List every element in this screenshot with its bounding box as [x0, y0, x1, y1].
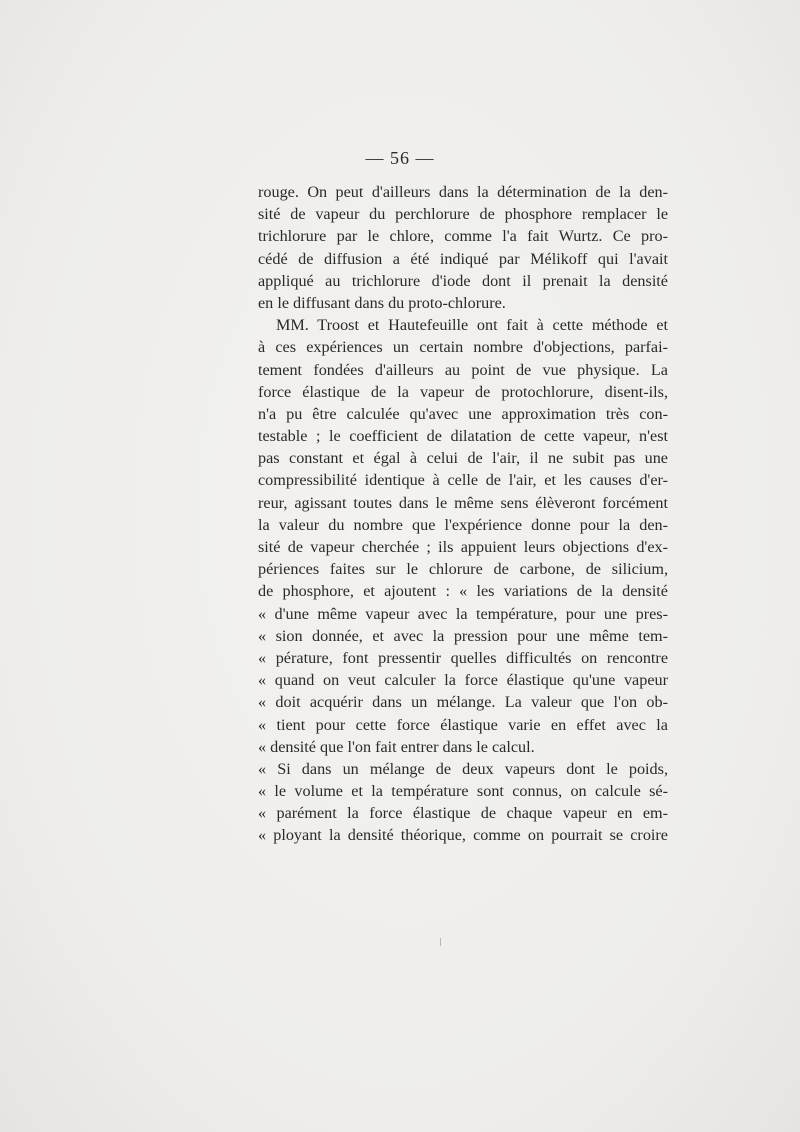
text-line: en le diffusant dans du proto-chlorure. — [258, 293, 506, 312]
text-line: sité de vapeur du perchlorure de phosphore remplacer le — [258, 205, 668, 224]
text-line: sité de vapeur cherchée ; ils appuient leurs objections d'ex- — [258, 538, 668, 556]
text-line: périences faites sur le chlorure de carbone, de silicium, — [258, 560, 668, 579]
text-line: rouge. On peut d'ailleurs dans la détermination de la den- — [258, 183, 668, 201]
text-line: « Si dans un mélange de deux vapeurs dont le poids, — [258, 759, 668, 778]
text-line: à ces expériences un certain nombre d'objections, parfai- — [258, 338, 668, 357]
text-line: « pérature, font pressentir quelles difficultés on rencontre — [258, 648, 668, 667]
text-line: cédé de diffusion a été indiqué par Mélikoff qui l'avait — [258, 249, 668, 268]
text-line: testable ; le coefficient de dilatation de cette vapeur, n'est — [258, 427, 668, 446]
text-line: de phosphore, et ajoutent : « les variations de la densité — [258, 582, 668, 601]
text-line: « sion donnée, et avec la pression pour une même tem- — [258, 626, 668, 645]
text-line: « quand on veut calculer la force élastique qu'une vapeur — [258, 671, 668, 690]
text-line: « le volume et la température sont connus, on calcule sé- — [258, 782, 668, 801]
text-line: la valeur du nombre que l'expérience donne pour la den- — [258, 515, 668, 534]
text-line: force élastique de la vapeur de protochlorure, disent-ils, — [258, 382, 668, 401]
text-line: « densité que l'on fait entrer dans le calcul. — [258, 737, 535, 756]
text-line: MM. Troost et Hautefeuille ont fait à cette méthode et — [276, 316, 668, 335]
text-line: compressibilité identique à celle de l'air, et les causes d'er- — [258, 471, 668, 490]
text-line: n'a pu être calculée qu'avec une approximation très con- — [258, 404, 668, 423]
text-line: trichlorure par le chlore, comme l'a fait Wurtz. Ce pro- — [258, 227, 668, 246]
text-line: « ployant la densité théorique, comme on pourrait se croire — [258, 826, 668, 845]
text-line: reur, agissant toutes dans le même sens élèveront forcément — [258, 493, 668, 512]
text-line: « tient pour cette force élastique varie en effet avec la — [258, 715, 668, 734]
text-line: tement fondées d'ailleurs au point de vue physique. La — [258, 360, 668, 379]
body-text — [258, 181, 668, 847]
text-line: « parément la force élastique de chaque vapeur en em- — [258, 804, 668, 823]
text-line: « doit acquérir dans un mélange. La valeur que l'on ob- — [258, 693, 668, 712]
paper-speck — [440, 938, 441, 946]
text-line: appliqué au trichlorure d'iode dont il prenait la densité — [258, 271, 668, 290]
text-line: « d'une même vapeur avec la température, pour une pres- — [258, 604, 668, 623]
text-line: pas constant et égal à celui de l'air, il ne subit pas une — [258, 449, 668, 468]
page-number: — 56 — — [365, 148, 435, 168]
